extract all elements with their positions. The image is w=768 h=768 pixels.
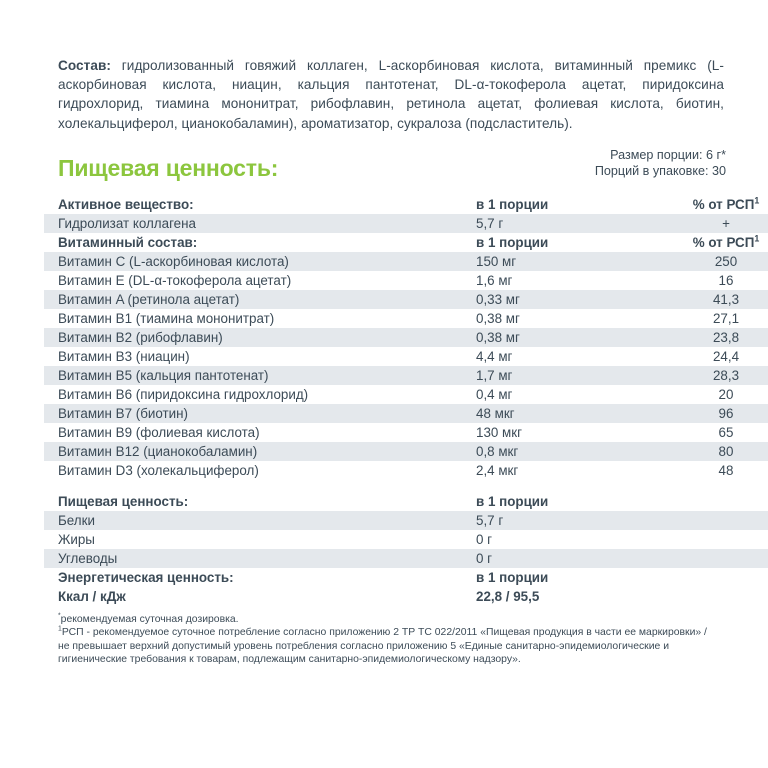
- vitamin-pct: 28,3: [712, 368, 740, 384]
- nutrient-value: 5,7 г: [476, 513, 504, 529]
- vitamin-name: Витамин E (DL-α-токоферола ацетат): [58, 273, 292, 289]
- collagen-name: Гидролизат коллагена: [58, 216, 196, 232]
- vitamin-value: 0,8 мкг: [476, 444, 519, 460]
- table-row: [44, 347, 768, 366]
- vitamin-pct: 27,1: [712, 311, 740, 327]
- serving-info: [595, 147, 726, 181]
- vitamin-pct: 20: [718, 387, 734, 403]
- nutrient-name: Жиры: [58, 532, 95, 548]
- vitamin-value: 1,6 мг: [476, 273, 513, 289]
- table-row: [44, 366, 768, 385]
- table-row: [44, 442, 768, 461]
- table-row: [44, 385, 768, 404]
- vitamin-value: 4,4 мг: [476, 349, 513, 365]
- vitamin-name: Витамин D3 (холекальциферол): [58, 463, 259, 479]
- vitamin-pct: 48: [718, 463, 734, 479]
- header-nutrition-name: Пищевая ценность:: [58, 494, 189, 510]
- vitamin-value: 130 мкг: [476, 425, 523, 441]
- nutrient-value: 0 г: [476, 551, 493, 567]
- vitamin-value: 0,4 мг: [476, 387, 513, 403]
- vitamin-name: Витамин B1 (тиамина мононитрат): [58, 311, 275, 327]
- vitamin-pct: 23,8: [712, 330, 740, 346]
- vitamin-name: Витамин A (ретинола ацетат): [58, 292, 240, 308]
- header-active-pct-text: % от РСП: [692, 197, 755, 213]
- header-vitamins-pct-text: % от РСП: [692, 235, 755, 251]
- table-header-vitamins: [44, 233, 768, 252]
- header-energy-name: Энергетическая ценность:: [58, 570, 234, 586]
- header-vitamins-name: Витаминный состав:: [58, 235, 198, 251]
- vitamin-value: 150 мг: [476, 254, 517, 270]
- composition-text: гидролизованный говяжий коллаген, L-аскорбиновая кислота, витаминный премикс (L-аскорбиновая кислота, ниацин, кальция пантотенат, DL-α-токоферола ацетат, пиридоксина гидрохлорид, тиамина мононитрат, рибофлавин, ретинола ацетат, фолиевая кислота, биотин, холекальциферол, цианокобаламин), ароматизатор, сукралоза (подсластитель).: [58, 58, 724, 131]
- table-row: [44, 423, 768, 442]
- composition-label: Состав:: [58, 58, 111, 73]
- vitamin-name: Витамин C (L-аскорбиновая кислота): [58, 254, 289, 270]
- vitamin-pct: 65: [718, 425, 734, 441]
- serving-size: Размер порции: 6 г*: [610, 147, 726, 162]
- header-energy-value: в 1 порции: [476, 570, 549, 586]
- header-active-value: в 1 порции: [476, 197, 549, 213]
- table-row: [44, 587, 768, 606]
- vitamin-name: Витамин B9 (фолиевая кислота): [58, 425, 260, 441]
- vitamin-pct: 24,4: [712, 349, 740, 365]
- nutrient-name: Белки: [58, 513, 95, 529]
- energy-value: 22,8 / 95,5: [476, 589, 540, 605]
- table-row: [44, 461, 768, 480]
- vitamin-name: Витамин B6 (пиридоксина гидрохлорид): [58, 387, 309, 403]
- vitamin-pct: 80: [718, 444, 734, 460]
- footnotes: [44, 613, 720, 666]
- header-active-name: Активное вещество:: [58, 197, 194, 213]
- nutrient-name: Углеводы: [58, 551, 118, 567]
- header-vitamins-pct-sup: 1: [754, 233, 760, 244]
- header-active-pct: [656, 195, 768, 214]
- table-row: [44, 290, 768, 309]
- vitamin-name: Витамин B3 (ниацин): [58, 349, 190, 365]
- footnote-2-text: РСП - рекомендуемое суточное потребление согласно приложению 2 ТР ТС 022/2011 «Пищевая продукция в части ее маркировки» / не превышает верхний допустимый уровень потребления согласно приложению 5 «Единые санитарно-эпидемиологические и гигиенические требования к товарам, подлежащим санитарно-эпидемиологическому надзору».: [58, 627, 707, 665]
- table-row: [44, 328, 768, 347]
- table-row: [44, 271, 768, 290]
- vitamin-value: 0,38 мг: [476, 330, 520, 346]
- page-title: Пищевая ценность:: [58, 155, 279, 182]
- table-row: [44, 214, 768, 233]
- table-header-nutrition: [44, 492, 768, 511]
- header-nutrition-value: в 1 порции: [476, 494, 549, 510]
- vitamin-value: 0,33 мг: [476, 292, 520, 308]
- servings-per-pack: Порций в упаковке: 30: [594, 164, 726, 179]
- table-section-spacer: [44, 480, 768, 492]
- vitamin-pct: 16: [718, 273, 734, 289]
- footnote-rsp: [58, 626, 720, 666]
- vitamin-name: Витамин B12 (цианокобаламин): [58, 444, 258, 460]
- table-header-energy: [44, 568, 768, 587]
- facts-table-body: [44, 195, 768, 606]
- vitamin-pct: 96: [718, 406, 734, 422]
- nutrition-facts: [44, 195, 760, 606]
- nutrient-value: 0 г: [476, 532, 493, 548]
- vitamin-pct: 41,3: [712, 292, 740, 308]
- energy-name: Ккал / кДж: [58, 589, 126, 605]
- composition-paragraph: [28, 0, 740, 133]
- header-vitamins-pct: [656, 233, 768, 252]
- collagen-value: 5,7 г: [476, 216, 504, 232]
- table-row: [44, 309, 768, 328]
- footnote-1-marker: *: [58, 612, 61, 620]
- vitamin-name: Витамин B7 (биотин): [58, 406, 188, 422]
- nutrition-facts-table: [44, 195, 768, 606]
- footnote-1-text: рекомендуемая суточная дозировка.: [60, 614, 239, 626]
- vitamin-name: Витамин B5 (кальция пантотенат): [58, 368, 269, 384]
- footnote-daily-dose: [58, 613, 720, 626]
- header-vitamins-value: в 1 порции: [476, 235, 549, 251]
- table-row: [44, 549, 768, 568]
- table-row: [44, 404, 768, 423]
- vitamin-value: 48 мкг: [476, 406, 515, 422]
- nutrition-heading-row: [28, 133, 740, 181]
- vitamin-pct: 250: [714, 254, 738, 270]
- collagen-pct: +: [722, 216, 730, 232]
- table-row: [44, 252, 768, 271]
- vitamin-name: Витамин B2 (рибофлавин): [58, 330, 223, 346]
- vitamin-value: 1,7 мг: [476, 368, 513, 384]
- vitamin-value: 0,38 мг: [476, 311, 520, 327]
- footnote-2-marker: 1: [58, 625, 62, 633]
- header-active-pct-sup: 1: [754, 195, 760, 206]
- vitamin-value: 2,4 мкг: [476, 463, 519, 479]
- table-row: [44, 511, 768, 530]
- table-header-active-substance: [44, 195, 768, 214]
- table-row: [44, 530, 768, 549]
